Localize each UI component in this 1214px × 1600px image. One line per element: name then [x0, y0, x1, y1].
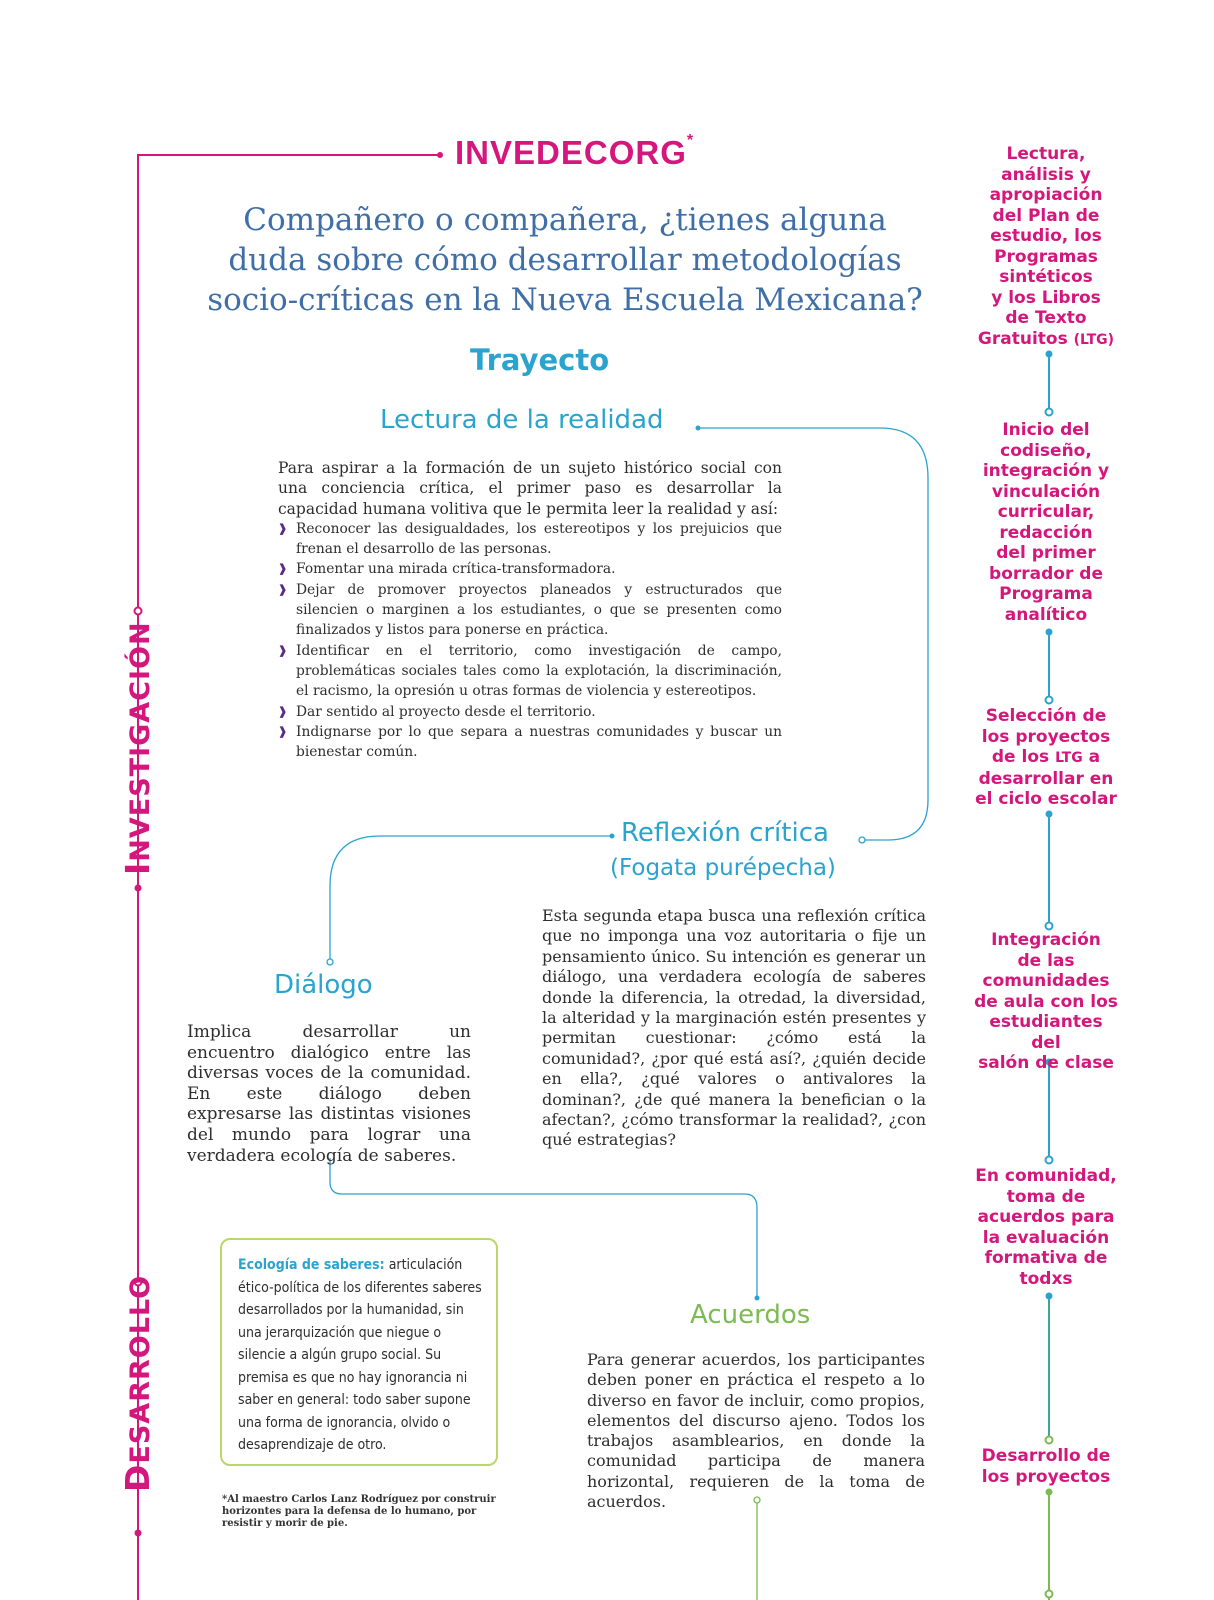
- acuerdos-heading: Acuerdos: [690, 1300, 811, 1330]
- list-item: ❱ Reconocer las desigualdades, los estereotipos y los prejuicios que frenan el desarrollo de las personas.: [278, 519, 782, 560]
- ecologia-term: Ecología de saberes:: [238, 1257, 385, 1273]
- list-item: ❱ Dejar de promover proyectos planeados y estructurados que silencien o marginen a los estudiantes, o que se presenten como finalizados y listos para ponerse en práctica.: [278, 580, 782, 641]
- lectura-heading: Lectura de la realidad: [380, 405, 664, 435]
- reflexion-heading: Reflexión crítica: [621, 818, 829, 848]
- step-desarrollo-proyectos: Desarrollo de los proyectos: [981, 1446, 1111, 1487]
- acuerdos-body: Para generar acuerdos, los participantes deben poner en práctica el respeto a lo diverso en favor de incluir, como propios, elementos del discurso ajeno. Todos los trabajos asamblearios, en donde la comunidad participa de manera horizontal, requieren de la toma de acuerdos.: [587, 1350, 925, 1512]
- lectura-body: [278, 458, 782, 762]
- investigacion-label: INVESTIGACIÓN: [118, 621, 157, 875]
- lectura-intro: Para aspirar a la formación de un sujeto histórico social con una conciencia crítica, el primer paso es desarrollar la capacidad humana volitiva que le permita leer la realidad y así:: [278, 459, 782, 518]
- dialogo-body: Implica desarrollar un encuentro dialógico entre las diversas voces de la comunidad. En este diálogo deben expresarse las distintas visiones del mundo para lograr una verdadera ecología de saberes.: [187, 1022, 471, 1166]
- ecologia-definition-box: [220, 1238, 498, 1466]
- list-item: ❱ Indignarse por lo que separa a nuestras comunidades y buscar un bienestar común.: [278, 722, 782, 763]
- frame-node: [135, 608, 142, 615]
- list-item: ❱ Fomentar una mirada crítica-transformadora.: [278, 559, 782, 579]
- step-codiseno: Inicio del codiseño, integración y vinculación curricular, redacción del primer borrador de Programa analítico: [982, 420, 1110, 625]
- step-integracion-comunidades: Integración de las comunidades de aula con los estudiantes del salón de clase: [974, 930, 1118, 1073]
- frame-node: [135, 885, 142, 892]
- trayecto-heading: Trayecto: [470, 343, 610, 377]
- ecologia-definition: articulación ético-política de los diferentes saberes desarrollados por la humanidad, sin una jerarquización que niegue o silencie a algún grupo social. Su premisa es que no hay ignorancia ni saber en general: todo saber supone una forma de ignorancia, olvido o desaprendizaje de otro.: [238, 1257, 482, 1453]
- step-lectura-plan: Lectura, análisis y apropiación del Plan de estudio, los Programas sintéticos y los Libros de Texto Gratuitos (LTG): [977, 144, 1115, 349]
- list-item: ❱ Identificar en el territorio, como investigación de campo, problemáticas sociales tales como la explotación, la discriminación, el racismo, la opresión u otras formas de violencia y estereotipos.: [278, 641, 782, 702]
- step-seleccion-proyectos: Selección de los proyectos de los LTG a desarrollar en el ciclo escolar: [975, 706, 1117, 809]
- reflexion-subheading: (Fogata purépecha): [610, 855, 836, 881]
- list-item: ❱ Dar sentido al proyecto desde el territorio.: [278, 702, 782, 722]
- reflexion-body: Esta segunda etapa busca una reflexión crítica que no imponga una voz autoritaria o fije un pensamiento único. Su intención es generar un diálogo, una verdadera ecología de saberes donde la diferencia, la otredad, la diversidad, la alteridad y la marginación estén presentes y permitan cuestionar: ¿cómo está la comunidad?, ¿por qué está así?, ¿quién decide en ella?, ¿qué valores o antivalores la dominan?, ¿de qué manera la benefician o la afectan?, ¿cómo transformar la realidad?, ¿con qué estrategias?: [542, 906, 926, 1150]
- step-toma-acuerdos: En comunidad, toma de acuerdos para la evaluación formativa de todxs: [975, 1166, 1117, 1289]
- lectura-bullets: [278, 519, 782, 763]
- main-title: INVEDECORG*: [455, 132, 695, 171]
- desarrollo-label: DESARROLLO: [118, 1274, 157, 1492]
- frame-node: [135, 1530, 142, 1537]
- question-heading: Compañero o compañera, ¿tienes alguna duda sobre cómo desarrollar metodologías socio-críticas en la Nueva Escuela Mexicana?: [207, 202, 923, 318]
- footnote: *Al maestro Carlos Lanz Rodríguez por construir horizontes para la defensa de lo humano, por resistir y morir de pie.: [222, 1494, 496, 1529]
- dialogo-heading: Diálogo: [274, 970, 373, 1000]
- frame-dot: [437, 152, 443, 158]
